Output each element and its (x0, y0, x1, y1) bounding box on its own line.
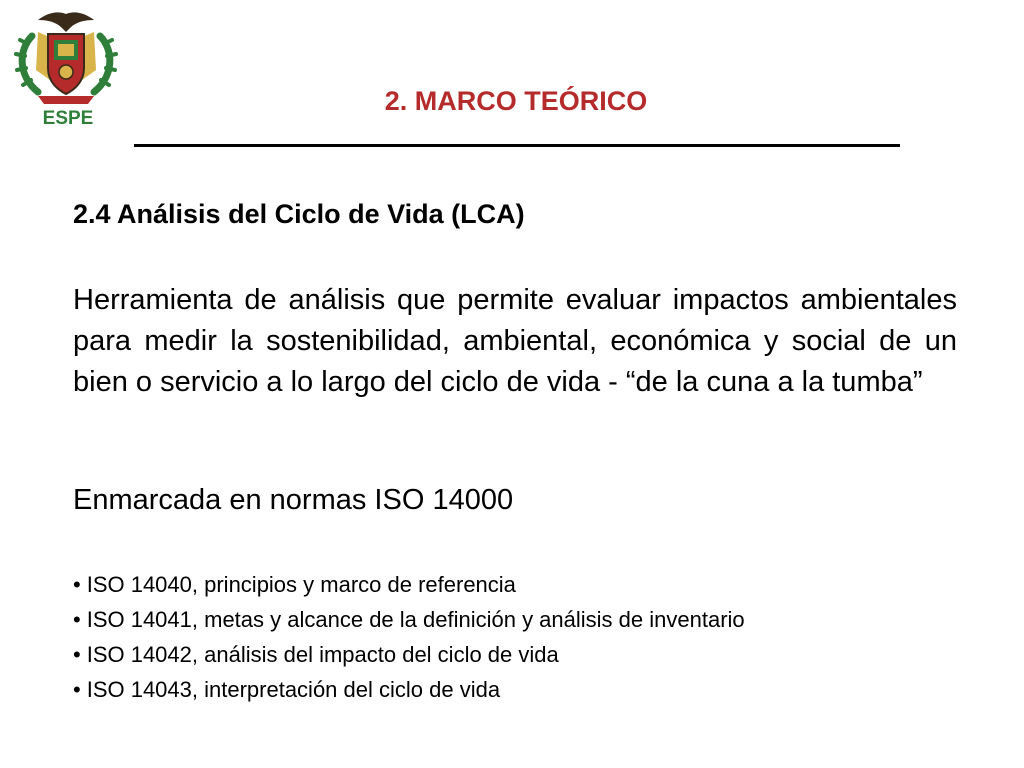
standards-heading: Enmarcada en normas ISO 14000 (73, 484, 514, 516)
list-item-text: ISO 14041, metas y alcance de la definición y análisis de inventario (86, 607, 745, 632)
bullet-icon: • (73, 607, 81, 632)
list-item (73, 672, 973, 707)
list-item (73, 637, 973, 672)
bullet-icon: • (73, 572, 81, 597)
coat-of-arms-icon (8, 10, 124, 110)
bullet-icon: • (73, 677, 81, 702)
iso-standards-list (73, 567, 973, 707)
header-divider (134, 144, 900, 147)
list-item-text: ISO 14040, principios y marco de referencia (86, 572, 516, 597)
espe-logo (8, 10, 124, 134)
header-title: 2. MARCO TEÓRICO (384, 86, 648, 116)
list-item (73, 602, 973, 637)
description-paragraph: Herramienta de análisis que permite evaluar impactos ambientales para medir la sostenibilidad, ambiental, económica y social de un bien o servicio a lo largo del ciclo de vida - “de la cuna a la tumba” (73, 284, 957, 398)
list-item-text: ISO 14043, interpretación del ciclo de vida (86, 677, 501, 702)
logo-text: ESPE (42, 108, 94, 129)
list-item (73, 567, 973, 602)
bullet-icon: • (73, 642, 81, 667)
section-heading: 2.4 Análisis del Ciclo de Vida (LCA) (73, 199, 525, 229)
list-item-text: ISO 14042, análisis del impacto del ciclo de vida (86, 642, 559, 667)
